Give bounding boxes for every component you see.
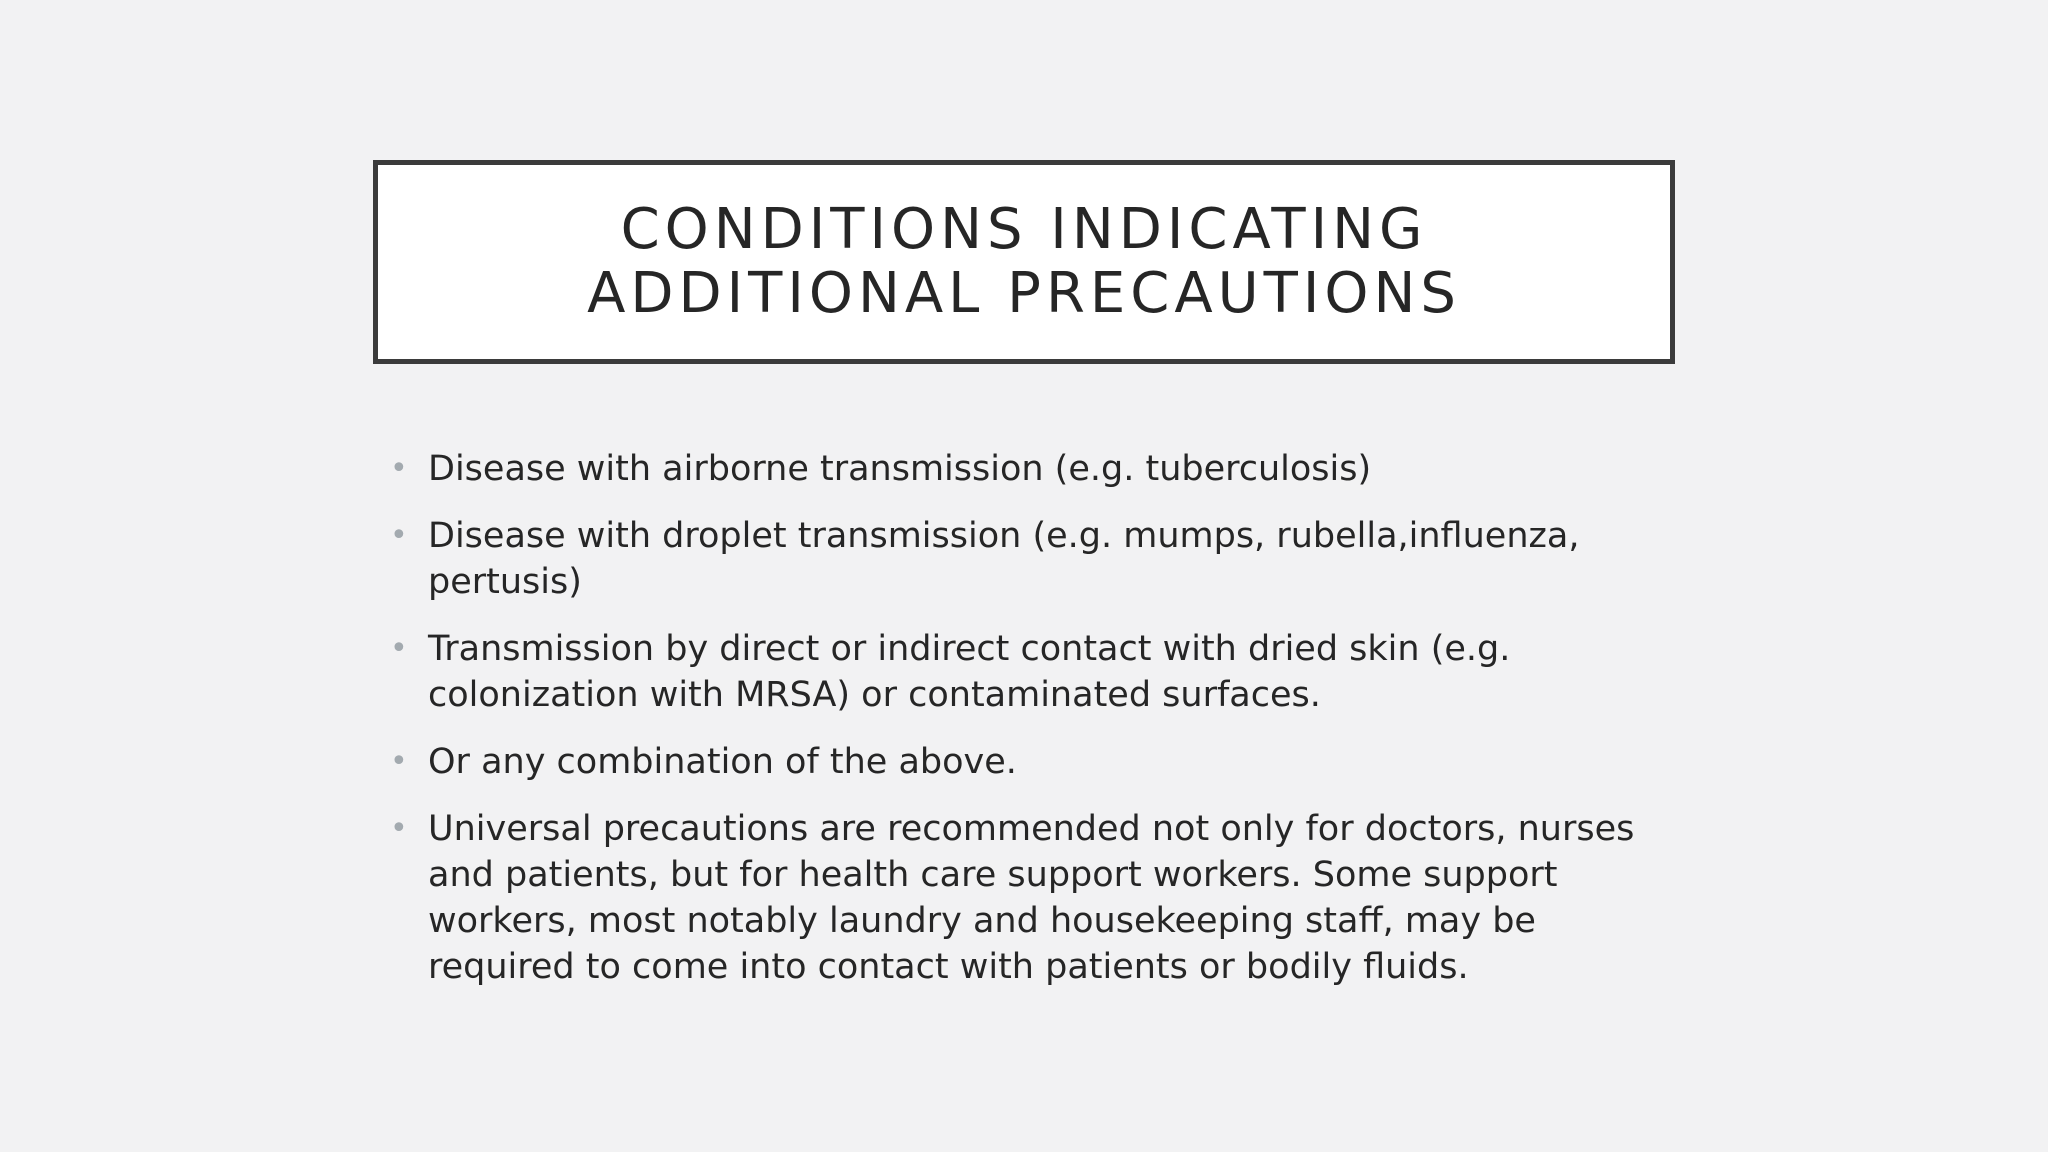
bullet-dot-icon: •	[390, 811, 408, 846]
bullet-dot-icon: •	[390, 518, 408, 553]
bullet-text: Transmission by direct or indirect contact with dried skin (e.g. colonization with MRSA) or contaminated surfaces.	[428, 629, 1511, 715]
bullet-dot-icon: •	[390, 744, 408, 779]
bullet-text: Disease with airborne transmission (e.g. tuberculosis)	[428, 449, 1372, 489]
bullet-list	[386, 446, 1666, 1011]
bullet-text: Disease with droplet transmission (e.g. mumps, rubella,influenza, pertusis)	[428, 516, 1580, 602]
bullet-item	[386, 446, 1666, 492]
bullet-text: Universal precautions are recommended not only for doctors, nurses and patients, but for health care support workers. Some support workers, most notably laundry and housekeeping staff, may be required to come into contact with patients or bodily fluids.	[428, 809, 1635, 987]
title-box	[373, 160, 1675, 364]
bullet-text: Or any combination of the above.	[428, 742, 1017, 782]
slide-title: CONDITIONS INDICATING ADDITIONAL PRECAUTIONS	[587, 197, 1461, 326]
bullet-item	[386, 626, 1666, 718]
bullet-item	[386, 739, 1666, 785]
bullet-dot-icon: •	[390, 451, 408, 486]
bullet-item	[386, 513, 1666, 605]
bullet-dot-icon: •	[390, 631, 408, 666]
bullet-item	[386, 806, 1666, 990]
